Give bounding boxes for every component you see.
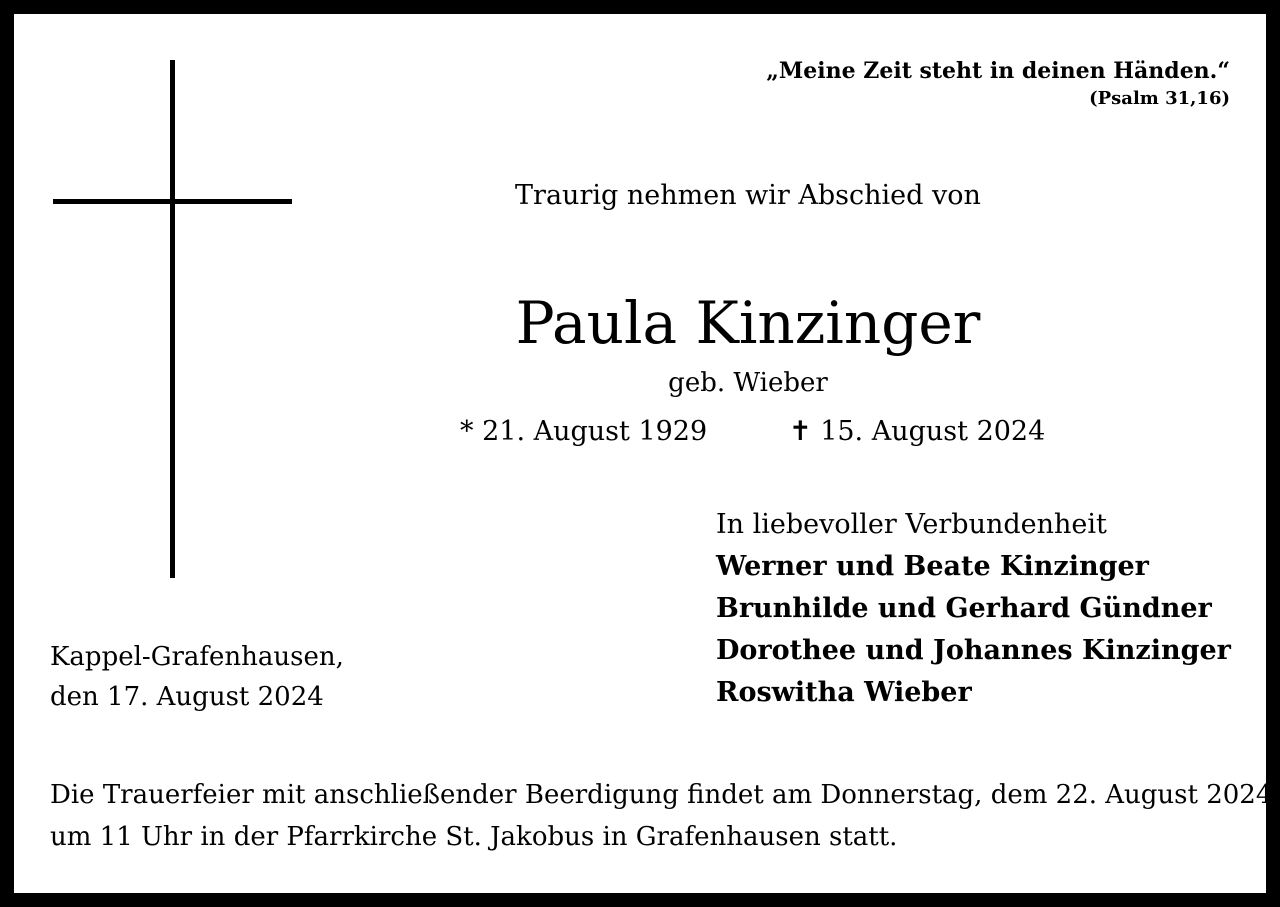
- motto-quote: „Meine Zeit steht in deinen Händen.“: [766, 58, 1230, 84]
- obituary-card: [14, 14, 1273, 893]
- funeral-notice: [50, 774, 1272, 858]
- mourner-name: Werner und Beate Kinzinger: [716, 551, 1149, 582]
- place-date: [50, 637, 344, 717]
- mourner-name: Roswitha Wieber: [716, 677, 972, 708]
- maiden-name: geb. Wieber: [668, 368, 828, 398]
- motto-source: (Psalm 31,16): [1089, 88, 1230, 109]
- cross-vertical-bar: [170, 60, 175, 578]
- funeral-line-1: Die Trauerfeier mit anschließender Beerdigung findet am Donnerstag, dem 22. August 2024: [50, 780, 1273, 810]
- farewell-intro: Traurig nehmen wir Abschied von: [515, 180, 981, 211]
- cross-horizontal-bar: [53, 199, 292, 204]
- place: Kappel-Grafenhausen,: [50, 642, 344, 672]
- date: den 17. August 2024: [50, 682, 324, 712]
- birth-date: * 21. August 1929: [460, 416, 708, 447]
- mourners-block: [716, 504, 1231, 714]
- mourner-name: Brunhilde und Gerhard Gündner: [716, 593, 1212, 624]
- mourner-name: Dorothee und Johannes Kinzinger: [716, 635, 1231, 666]
- mourners-intro: In liebevoller Verbundenheit: [716, 509, 1107, 540]
- death-date: ✝ 15. August 2024: [789, 416, 1046, 447]
- funeral-line-2: um 11 Uhr in der Pfarrkirche St. Jakobus in Grafenhausen statt.: [50, 822, 898, 852]
- deceased-name: Paula Kinzinger: [515, 289, 981, 357]
- motto: [766, 56, 1230, 112]
